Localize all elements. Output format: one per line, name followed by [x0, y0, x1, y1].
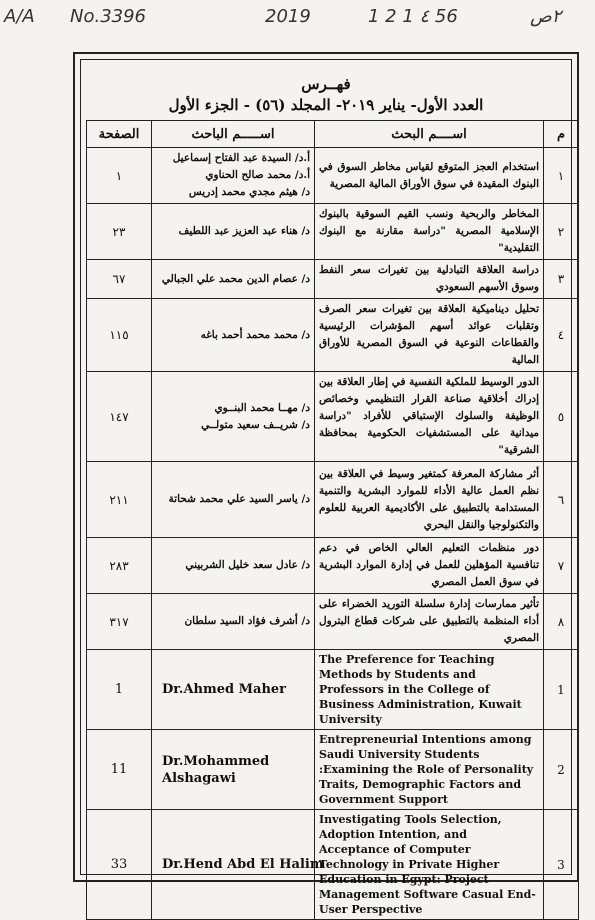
header-page: الصفحة: [87, 121, 152, 148]
row-number: 1: [544, 650, 579, 730]
author-name: Dr.Mohammed: [162, 753, 270, 769]
author-name: د/ مهــا محمد البنــوي: [214, 401, 310, 414]
paper-authors: [152, 810, 324, 920]
author-name: د/ أشرف فؤاد السيد سلطان: [184, 615, 310, 627]
paper-authors: [152, 204, 315, 260]
paper-title: تأثير ممارسات إدارة سلسلة التوريد الخضراء على أداء المنظمة بالتطبيق على شركات قطاع البترول المصري: [315, 594, 544, 650]
row-number: 3: [544, 810, 579, 920]
handwritten-year: 2019: [265, 6, 311, 27]
page-number: 11: [87, 730, 152, 810]
table-row: [87, 462, 579, 538]
table-row: [87, 148, 579, 204]
table-header-row: [87, 121, 579, 148]
author-name: د/ ياسر السيد علي محمد شحاتة: [168, 493, 310, 505]
paper-authors: [152, 462, 315, 538]
header-num: م: [544, 121, 579, 148]
header-author: اســـــم الباحث: [152, 121, 315, 148]
table-row: [87, 650, 579, 730]
row-number: ٥: [544, 372, 579, 462]
paper-title: دور منظمات التعليم العالي الخاص في دعم تنافسية المؤهلين للعمل في إدارة الموارد البشرية في سوق العمل المصري: [315, 538, 544, 594]
row-number: ٧: [544, 538, 579, 594]
table-row: [87, 810, 579, 920]
page-title: فهــرس: [301, 75, 351, 93]
table-row: [87, 372, 579, 462]
author-name: د/ عادل سعد خليل الشربيني: [185, 559, 310, 571]
paper-authors: [152, 650, 315, 730]
page-number: ٦٧: [87, 260, 152, 299]
page-number: ١٤٧: [87, 372, 152, 462]
author-name: Alshagawi: [162, 770, 236, 786]
handwritten-date: 1 2 1 ٤ 56: [368, 6, 458, 27]
author-name: د/ شريــف سعيد متولــي: [201, 418, 310, 431]
paper-title: الدور الوسيط للملكية النفسية في إطار العلاقة بين إدراك أخلاقية صناعة القرار التنظيمي وخصائص الوظيفة والسلوك الإستباقي للأفراد "دراسة ميدانية على المستشفيات الحكومية بمحافظة الشرقية": [315, 372, 544, 462]
paper-title: Entrepreneurial Intentions among Saudi University Students :Examining the Role of Personality Traits, Demographic Factors and Government Support: [315, 730, 544, 810]
page-number: ٢١١: [87, 462, 152, 538]
row-number: ٣: [544, 260, 579, 299]
handwritten-number: No.3396: [70, 6, 147, 27]
row-number: ٦: [544, 462, 579, 538]
page-number: ٢٣: [87, 204, 152, 260]
page-header: [80, 74, 572, 116]
paper-authors: [152, 148, 315, 204]
page-number: 33: [87, 810, 152, 920]
page-number: ٢٨٣: [87, 538, 152, 594]
header-title: اســــم البحث: [315, 121, 544, 148]
page-subtitle: العدد الأول- يناير ٢٠١٩- المجلد (٥٦) - الجزء الأول: [168, 96, 484, 114]
paper-authors: [152, 260, 315, 299]
row-number: ١: [544, 148, 579, 204]
author-name: د/ هناء عبد العزيز عبد اللطيف: [178, 225, 310, 237]
paper-title: أثر مشاركة المعرفة كمتغير وسيط في العلاقة بين نظم العمل عالية الأداء للموارد البشرية والتنمية المستدامة بالتطبيق على الأكاديمية العربية للعلوم والتكنولوجيا والنقل البحري: [315, 462, 544, 538]
handwritten-mark: A/A: [4, 6, 35, 27]
author-name: Dr.Ahmed Maher: [162, 682, 287, 697]
page-number: ٣١٧: [87, 594, 152, 650]
paper-title: دراسة العلاقة التبادلية بين تغيرات سعر النفط وسوق الأسهم السعودي: [315, 260, 544, 299]
paper-authors: [152, 594, 315, 650]
author-name: د/ عصام الدين محمد علي الجبالي: [161, 272, 310, 285]
table-row: [87, 594, 579, 650]
table-row: [87, 260, 579, 299]
table-row: [87, 538, 579, 594]
handwritten-page: ٢ص: [530, 6, 562, 27]
table-row: [87, 299, 579, 372]
paper-authors: [152, 372, 315, 462]
page-number: 1: [87, 650, 152, 730]
paper-authors: [152, 299, 315, 372]
page-number: ١: [87, 148, 152, 204]
row-number: ٤: [544, 299, 579, 372]
paper-title: تحليل ديناميكية العلاقة بين تغيرات سعر الصرف وتقلبات عوائد أسهم المؤشرات الرئيسية والقطاعات النوعية في السوق المصرية للأوراق المالية: [315, 299, 544, 372]
page-number: ١١٥: [87, 299, 152, 372]
author-name: أ.د/ محمد صالح الحناوي: [205, 169, 310, 181]
author-name: د/ محمد محمد أحمد باغه: [200, 328, 310, 341]
table-row: [87, 730, 579, 810]
row-number: ٨: [544, 594, 579, 650]
row-number: 2: [544, 730, 579, 810]
author-name: Dr.Hend Abd El Halim: [162, 857, 324, 872]
paper-authors: [152, 538, 315, 594]
paper-title: المخاطر والربحية ونسب القيم السوقية بالبنوك الإسلامية المصرية "دراسة مقارنة مع البنوك التقليدية": [315, 204, 544, 260]
table-row: [87, 204, 579, 260]
author-name: أ.د/ السيدة عبد الفتاح إسماعيل: [172, 152, 310, 164]
paper-title: استخدام العجز المتوقع لقياس مخاطر السوق في البنوك المقيدة في سوق الأوراق المالية المصرية: [315, 148, 544, 204]
paper-authors: [152, 730, 315, 810]
index-table: [86, 120, 579, 920]
paper-title: The Preference for Teaching Methods by Students and Professors in the College of Business Administration, Kuwait University: [315, 650, 544, 730]
handwritten-annotations: [0, 6, 595, 36]
row-number: ٢: [544, 204, 579, 260]
author-name: د/ هيثم مجدي محمد إدريس: [188, 186, 310, 198]
paper-title: Investigating Tools Selection, Adoption Intention, and Acceptance of Computer Technology in Private Higher Education in Egypt: Project Management Software Casual End-User Perspective: [315, 810, 544, 920]
